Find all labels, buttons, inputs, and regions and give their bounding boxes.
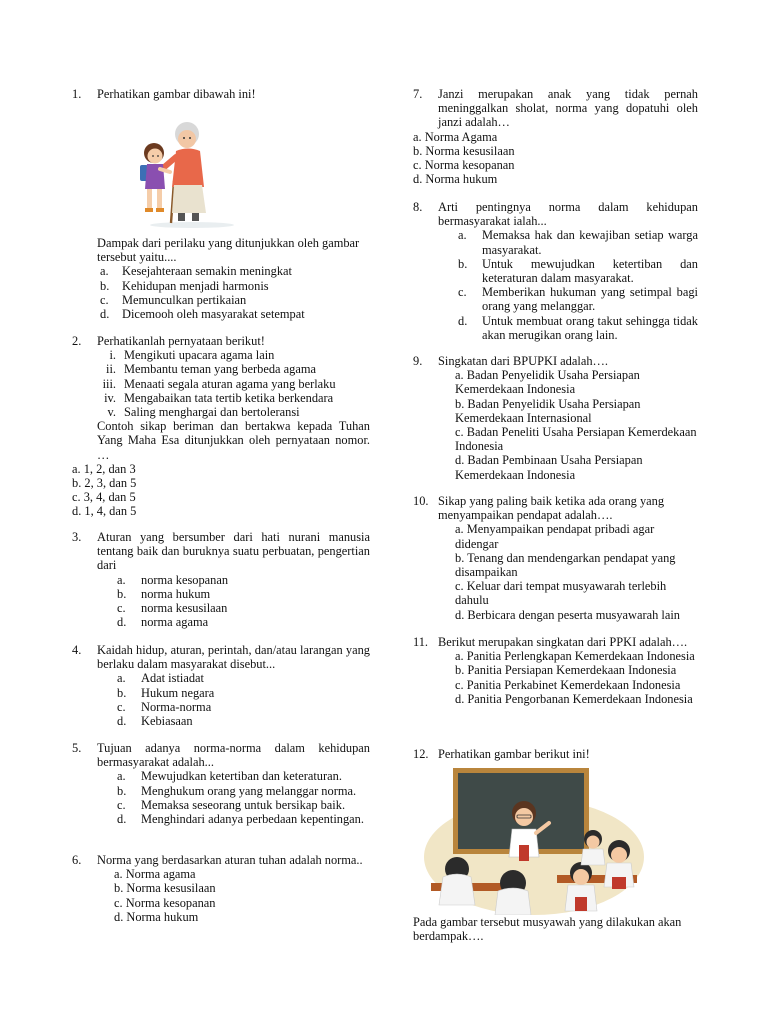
- option-label: c.: [117, 699, 126, 714]
- question-number: 8.: [413, 200, 423, 214]
- option-c[interactable]: [117, 798, 370, 812]
- option-c[interactable]: [458, 285, 698, 313]
- option-text: norma hukum: [141, 586, 211, 601]
- option-text: Memaksa seseorang untuk bersikap baik.: [141, 797, 346, 812]
- option-text: Kehidupan menjadi harmonis: [122, 278, 269, 293]
- question-stem: Contoh sikap beriman dan bertakwa kepada Tuhan Yang Maha Esa ditunjukkan oleh pernyataan nomor. …: [97, 419, 370, 462]
- question-4: [72, 643, 370, 728]
- option-label: a.: [100, 264, 109, 279]
- option-a[interactable]: a. Norma Agama: [413, 129, 498, 144]
- option-c[interactable]: [100, 293, 370, 307]
- question-9: [413, 354, 698, 482]
- option-b[interactable]: b. Tenang dan mendengarkan pendapat yang disampaikan: [455, 550, 676, 580]
- option-b[interactable]: b. Badan Penyelidik Usaha Persiapan Kemerdekaan Internasional: [455, 396, 641, 425]
- question-5: [72, 741, 370, 826]
- question-number: 6.: [72, 853, 82, 867]
- question-prompt: Janzi merupakan anak yang tidak pernah meninggalkan sholat, norma yang dopatuhi oleh janzi adalah…: [438, 87, 698, 130]
- option-d[interactable]: d. Badan Pembinaan Usaha Persiapan Kemerdekaan Indonesia: [455, 453, 643, 482]
- option-text: Memaksa hak dan kewajiban setiap warga masyarakat.: [482, 228, 698, 257]
- option-a[interactable]: [100, 264, 370, 278]
- statement-text: Mengabaikan tata tertib ketika berkendara: [124, 390, 334, 405]
- option-label: d.: [117, 812, 127, 827]
- statement-label: i.: [109, 348, 116, 363]
- option-label: c.: [117, 601, 126, 616]
- statement-text: Saling menghargai dan bertoleransi: [124, 405, 300, 420]
- statement-text: Menaati segala aturan agama yang berlaku: [124, 376, 336, 391]
- option-b[interactable]: [117, 587, 370, 601]
- option-c[interactable]: c. Panitia Perkabinet Kemerdekaan Indonesia: [455, 677, 681, 692]
- option-a[interactable]: [458, 228, 698, 256]
- option-d[interactable]: [100, 307, 370, 321]
- option-b[interactable]: [458, 257, 698, 285]
- option-text: Mewujudkan ketertiban dan keteraturan.: [141, 769, 342, 784]
- option-d[interactable]: d. Berbicara dengan peserta musyawarah lain: [455, 607, 680, 622]
- option-text: Memunculkan pertikaian: [122, 292, 247, 307]
- statement-i: [80, 348, 370, 362]
- option-c[interactable]: c. Norma kesopanan: [413, 158, 515, 173]
- option-d[interactable]: d. Norma hukum: [413, 172, 498, 187]
- option-text: Dicemooh oleh masyarakat setempat: [122, 307, 305, 322]
- question-3: [72, 530, 370, 629]
- illustration-girl-helping-grandmother: [130, 117, 250, 229]
- option-b[interactable]: [100, 279, 370, 293]
- question-prompt: Perhatikan gambar dibawah ini!: [97, 87, 256, 101]
- question-prompt: Singkatan dari BPUPKI adalah….: [438, 354, 609, 368]
- option-d[interactable]: [117, 615, 370, 629]
- question-10: [413, 494, 698, 622]
- option-d[interactable]: d. Panitia Pengorbanan Kemerdekaan Indonesia: [455, 691, 693, 706]
- option-a[interactable]: [117, 573, 370, 587]
- option-c[interactable]: c. 3, 4, dan 5: [72, 490, 136, 505]
- option-label: d.: [458, 313, 468, 328]
- option-b[interactable]: b. Panitia Persiapan Kemerdekaan Indonesia: [455, 663, 677, 678]
- question-2: [72, 334, 370, 519]
- question-number: 5.: [72, 741, 82, 755]
- option-label: a.: [117, 572, 126, 587]
- option-c[interactable]: c. Badan Peneliti Usaha Persiapan Kemerdekaan Indonesia: [455, 425, 697, 454]
- option-b[interactable]: [117, 686, 370, 700]
- question-stem: Pada gambar tersebut musyawah yang dilakukan akan berdampak….: [413, 915, 682, 944]
- statement-ii: [80, 362, 370, 376]
- option-label: b.: [100, 278, 110, 293]
- question-11: [413, 635, 698, 706]
- statement-iv: [80, 391, 370, 405]
- option-label: b.: [458, 256, 468, 271]
- question-number: 10.: [413, 494, 429, 508]
- question-12: [413, 747, 698, 761]
- option-a[interactable]: a. Badan Penyelidik Usaha Persiapan Kemerdekaan Indonesia: [455, 368, 640, 397]
- option-d[interactable]: [117, 812, 370, 826]
- option-text: Untuk membuat orang takut sehingga tidak akan merugikan orang lain.: [482, 313, 698, 342]
- question-number: 3.: [72, 530, 82, 544]
- option-label: d.: [100, 307, 110, 322]
- option-text: Kesejahteraan semakin meningkat: [122, 264, 292, 279]
- question-number: 11.: [413, 635, 429, 649]
- option-a[interactable]: [117, 769, 370, 783]
- option-label: c.: [458, 285, 467, 300]
- statement-iii: [80, 377, 370, 391]
- question-number: 12.: [413, 747, 429, 761]
- option-text: norma kesusilaan: [141, 601, 228, 616]
- question-prompt: Tujuan adanya norma-norma dalam kehidupan bermasyarakat adalah...: [97, 741, 370, 770]
- option-text: Menghukum orang yang melanggar norma.: [141, 783, 357, 798]
- option-b[interactable]: b. 2, 3, dan 5: [72, 476, 137, 491]
- question-prompt: Perhatikan gambar berikut ini!: [438, 747, 590, 761]
- question-8: [413, 200, 698, 342]
- option-label: d.: [117, 714, 127, 729]
- option-c[interactable]: [117, 601, 370, 615]
- option-text: Kebiasaan: [141, 714, 193, 729]
- question-number: 9.: [413, 354, 423, 368]
- option-d[interactable]: [117, 714, 370, 728]
- question-prompt: Berikut merupakan singkatan dari PPKI adalah….: [438, 635, 688, 649]
- option-label: a.: [117, 769, 126, 784]
- question-7: [413, 87, 698, 186]
- option-c[interactable]: [117, 700, 370, 714]
- option-text: Hukum negara: [141, 685, 215, 700]
- statement-label: v.: [107, 405, 116, 420]
- option-a[interactable]: a. 1, 2, dan 3: [72, 461, 136, 476]
- option-label: b.: [117, 685, 127, 700]
- option-d[interactable]: [458, 314, 698, 342]
- question-prompt: Kaidah hidup, aturan, perintah, dan/atau larangan yang berlaku dalam masyarakat disebut...: [97, 643, 370, 672]
- option-text: Menghindari adanya perbedaan kepentingan.: [141, 812, 364, 827]
- statement-label: ii.: [106, 362, 116, 377]
- option-text: norma agama: [141, 615, 209, 630]
- option-text: Memberikan hukuman yang setimpal bagi orang yang melanggar.: [482, 285, 698, 314]
- option-a[interactable]: a. Norma agama: [114, 867, 196, 882]
- question-number: 2.: [72, 334, 82, 348]
- statement-label: iv.: [104, 390, 116, 405]
- question-number: 1.: [72, 87, 82, 101]
- question-number: 4.: [72, 643, 82, 657]
- option-a[interactable]: a. Panitia Perlengkapan Kemerdekaan Indonesia: [455, 649, 695, 664]
- statement-text: Membantu teman yang berbeda agama: [124, 362, 316, 377]
- option-label: c.: [100, 292, 109, 307]
- statement-label: iii.: [102, 376, 116, 391]
- question-12-body: [413, 915, 698, 943]
- question-prompt: Aturan yang bersumber dari hati nurani manusia tentang baik dan buruknya suatu perbuatan, pengertian dari: [97, 530, 370, 573]
- question-6: [72, 853, 370, 924]
- question-1-body: [72, 236, 370, 321]
- statement-text: Mengikuti upacara agama lain: [124, 348, 275, 363]
- question-1: [72, 87, 370, 101]
- question-prompt: Norma yang berdasarkan aturan tuhan adalah norma..: [97, 853, 363, 867]
- question-prompt: Arti pentingnya norma dalam kehidupan bermasyarakat ialah...: [438, 200, 698, 229]
- option-d[interactable]: d. Norma hukum: [114, 909, 199, 924]
- option-b[interactable]: [117, 784, 370, 798]
- option-text: Adat istiadat: [141, 671, 204, 686]
- option-label: b.: [117, 783, 127, 798]
- option-b[interactable]: b. Norma kesusilaan: [413, 143, 515, 158]
- option-c[interactable]: c. Keluar dari tempat musyawarah terlebih dahulu: [455, 579, 667, 608]
- option-text: norma kesopanan: [141, 572, 229, 587]
- option-text: Norma-norma: [141, 699, 212, 714]
- question-stem: Dampak dari perilaku yang ditunjukkan oleh gambar tersebut yaitu....: [97, 236, 360, 265]
- option-label: a.: [117, 671, 126, 686]
- option-d[interactable]: d. 1, 4, dan 5: [72, 504, 137, 519]
- option-label: a.: [458, 228, 467, 243]
- statement-v: [80, 405, 370, 419]
- option-label: b.: [117, 586, 127, 601]
- illustration-classroom-discussion: [421, 765, 647, 915]
- option-a[interactable]: [117, 671, 370, 685]
- option-c[interactable]: c. Norma kesopanan: [114, 895, 216, 910]
- question-number: 7.: [413, 87, 423, 101]
- question-prompt: Perhatikanlah pernyataan berikut!: [97, 334, 265, 348]
- option-a[interactable]: a. Menyampaikan pendapat pribadi agar didengar: [455, 522, 655, 551]
- option-b[interactable]: b. Norma kesusilaan: [114, 881, 216, 896]
- option-label: d.: [117, 615, 127, 630]
- option-label: c.: [117, 797, 126, 812]
- option-text: Untuk mewujudkan ketertiban dan keteraturan dalam masyarakat.: [482, 256, 698, 286]
- question-prompt: Sikap yang paling baik ketika ada orang yang menyampaikan pendapat adalah….: [438, 494, 665, 523]
